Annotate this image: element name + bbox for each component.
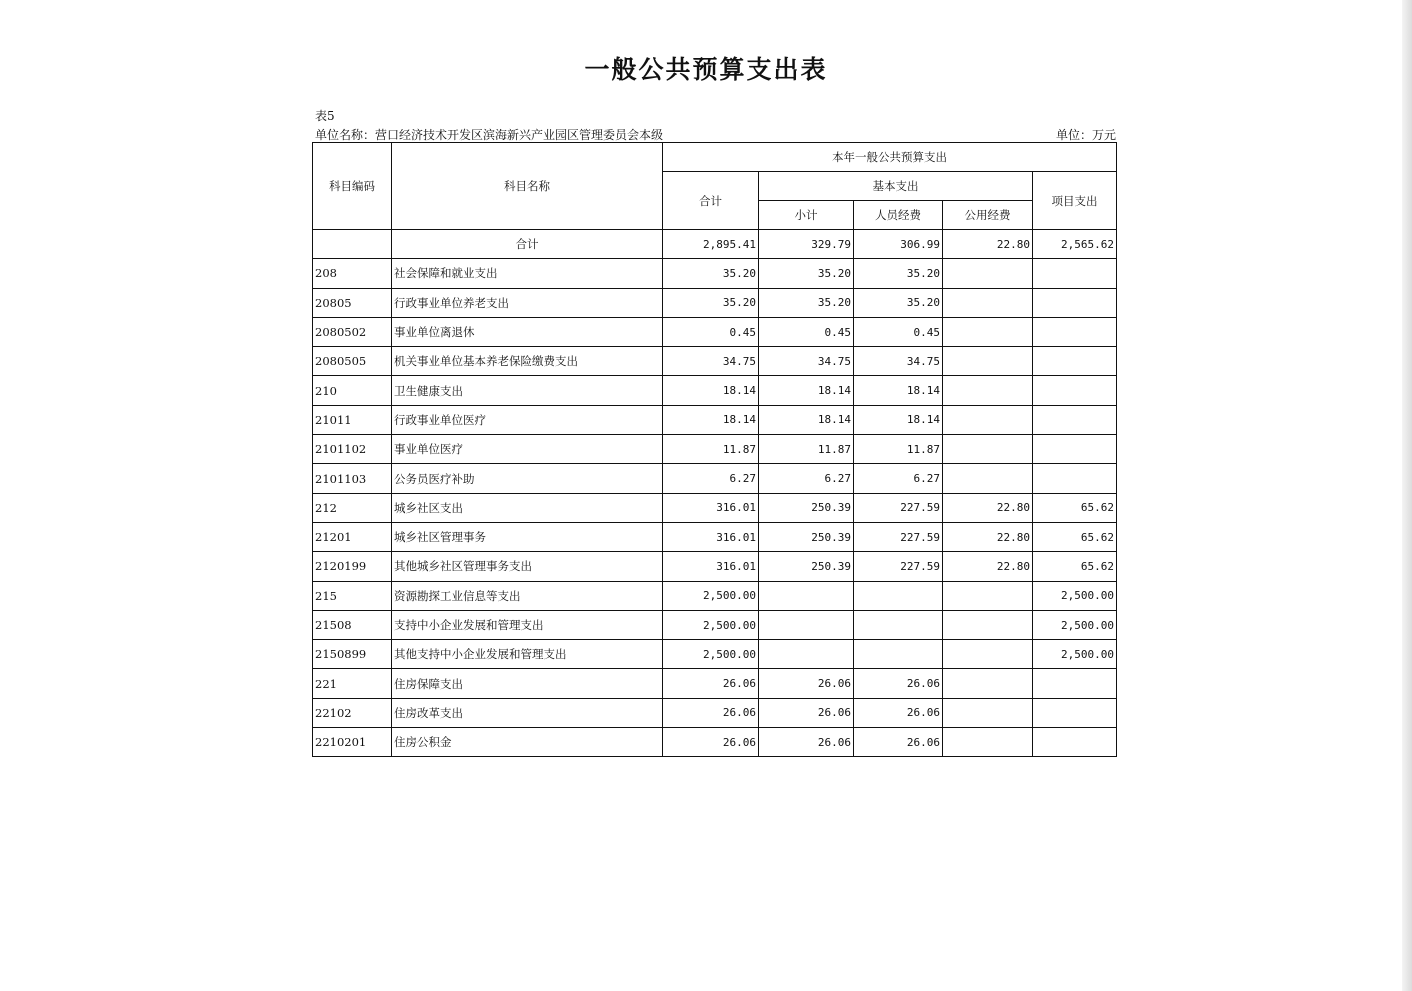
cell-subtotal: 26.06 [759,669,854,698]
cell-subtotal: 6.27 [759,464,854,493]
cell-code: 21201 [313,522,392,551]
table-row [313,288,1117,317]
cell-project [1033,698,1117,727]
cell-public [943,581,1033,610]
table-row [313,669,1117,698]
cell-code: 210 [313,376,392,405]
cell-subtotal: 250.39 [759,522,854,551]
cell-total: 35.20 [663,288,759,317]
cell-total: 2,895.41 [663,230,759,259]
header-project: 项目支出 [1033,172,1117,230]
cell-public [943,728,1033,757]
cell-code: 208 [313,259,392,288]
cell-project [1033,288,1117,317]
cell-code: 21508 [313,610,392,639]
cell-project: 2,500.00 [1033,610,1117,639]
cell-total: 316.01 [663,522,759,551]
cell-total: 18.14 [663,405,759,434]
header-personnel: 人员经费 [854,201,943,230]
table-row [313,728,1117,757]
cell-project: 2,565.62 [1033,230,1117,259]
cell-name: 合计 [392,230,663,259]
table-row [313,464,1117,493]
table-header [313,143,1117,230]
cell-project [1033,347,1117,376]
cell-total: 26.06 [663,698,759,727]
cell-total: 35.20 [663,259,759,288]
cell-personnel [854,581,943,610]
cell-subtotal: 35.20 [759,288,854,317]
cell-total: 26.06 [663,728,759,757]
cell-project [1033,464,1117,493]
cell-personnel: 306.99 [854,230,943,259]
cell-name: 城乡社区管理事务 [392,522,663,551]
header-total: 合计 [663,172,759,230]
cell-personnel: 34.75 [854,347,943,376]
cell-project [1033,435,1117,464]
cell-name: 社会保障和就业支出 [392,259,663,288]
cell-subtotal [759,640,854,669]
cell-total: 18.14 [663,376,759,405]
cell-personnel: 26.06 [854,698,943,727]
cell-public [943,317,1033,346]
cell-subtotal: 0.45 [759,317,854,346]
cell-public [943,669,1033,698]
cell-total: 11.87 [663,435,759,464]
cell-project [1033,259,1117,288]
cell-project: 2,500.00 [1033,581,1117,610]
cell-public [943,464,1033,493]
page-title: 一般公共预算支出表 [584,55,828,84]
table-row [313,552,1117,581]
cell-subtotal [759,610,854,639]
cell-total: 0.45 [663,317,759,346]
header-basic: 基本支出 [759,172,1033,201]
cell-project [1033,376,1117,405]
table-row [313,230,1117,259]
cell-personnel: 26.06 [854,669,943,698]
cell-name: 其他支持中小企业发展和管理支出 [392,640,663,669]
cell-subtotal [759,581,854,610]
cell-name: 城乡社区支出 [392,493,663,522]
cell-personnel: 35.20 [854,259,943,288]
cell-public [943,288,1033,317]
cell-name: 事业单位医疗 [392,435,663,464]
cell-name: 机关事业单位基本养老保险缴费支出 [392,347,663,376]
header-public: 公用经费 [943,201,1033,230]
cell-public: 22.80 [943,522,1033,551]
cell-project: 2,500.00 [1033,640,1117,669]
cell-personnel: 0.45 [854,317,943,346]
table-row [313,698,1117,727]
cell-personnel: 227.59 [854,522,943,551]
cell-public [943,405,1033,434]
table-row [313,493,1117,522]
cell-personnel [854,640,943,669]
cell-subtotal: 11.87 [759,435,854,464]
cell-code: 2120199 [313,552,392,581]
cell-project: 65.62 [1033,552,1117,581]
cell-personnel: 6.27 [854,464,943,493]
page-edge [1402,0,1412,991]
cell-personnel: 11.87 [854,435,943,464]
cell-public [943,640,1033,669]
cell-name: 公务员医疗补助 [392,464,663,493]
cell-project [1033,728,1117,757]
cell-project [1033,317,1117,346]
cell-personnel: 227.59 [854,552,943,581]
cell-public [943,698,1033,727]
table-row [313,405,1117,434]
cell-subtotal: 26.06 [759,728,854,757]
cell-name: 住房保障支出 [392,669,663,698]
cell-subtotal: 34.75 [759,347,854,376]
cell-code: 2080505 [313,347,392,376]
table-row [313,610,1117,639]
cell-public [943,610,1033,639]
header-subtotal: 小计 [759,201,854,230]
cell-public: 22.80 [943,493,1033,522]
cell-name: 行政事业单位医疗 [392,405,663,434]
cell-code: 2080502 [313,317,392,346]
cell-subtotal: 18.14 [759,376,854,405]
cell-name: 住房公积金 [392,728,663,757]
cell-total: 34.75 [663,347,759,376]
table-row [313,259,1117,288]
cell-project [1033,669,1117,698]
cell-code: 2101102 [313,435,392,464]
table-row [313,640,1117,669]
cell-name: 事业单位离退休 [392,317,663,346]
cell-subtotal: 18.14 [759,405,854,434]
cell-total: 2,500.00 [663,610,759,639]
table-body [313,230,1117,757]
cell-code: 215 [313,581,392,610]
cell-code [313,230,392,259]
cell-subtotal: 250.39 [759,552,854,581]
cell-name: 行政事业单位养老支出 [392,288,663,317]
cell-code: 2101103 [313,464,392,493]
cell-public: 22.80 [943,552,1033,581]
cell-project [1033,405,1117,434]
cell-code: 221 [313,669,392,698]
cell-subtotal: 250.39 [759,493,854,522]
unit-name: 单位名称：营口经济技术开发区滨海新兴产业园区管理委员会本级 [315,128,664,142]
cell-personnel: 227.59 [854,493,943,522]
cell-code: 212 [313,493,392,522]
unit-label: 单位：万元 [1055,128,1116,142]
cell-code: 21011 [313,405,392,434]
cell-subtotal: 329.79 [759,230,854,259]
table-row [313,522,1117,551]
cell-total: 6.27 [663,464,759,493]
cell-personnel [854,610,943,639]
header-code: 科目编码 [313,143,392,230]
cell-subtotal: 26.06 [759,698,854,727]
table-row [313,347,1117,376]
cell-personnel: 26.06 [854,728,943,757]
cell-total: 2,500.00 [663,581,759,610]
cell-subtotal: 35.20 [759,259,854,288]
cell-name: 卫生健康支出 [392,376,663,405]
cell-personnel: 18.14 [854,405,943,434]
cell-personnel: 18.14 [854,376,943,405]
budget-table [312,142,1117,757]
cell-public [943,259,1033,288]
cell-code: 2150899 [313,640,392,669]
cell-name: 支持中小企业发展和管理支出 [392,610,663,639]
cell-public [943,435,1033,464]
cell-total: 2,500.00 [663,640,759,669]
cell-project: 65.62 [1033,522,1117,551]
table-row [313,435,1117,464]
cell-name: 其他城乡社区管理事务支出 [392,552,663,581]
cell-name: 资源勘探工业信息等支出 [392,581,663,610]
cell-public [943,347,1033,376]
cell-personnel: 35.20 [854,288,943,317]
cell-public [943,376,1033,405]
cell-name: 住房改革支出 [392,698,663,727]
cell-public: 22.80 [943,230,1033,259]
cell-project: 65.62 [1033,493,1117,522]
cell-code: 20805 [313,288,392,317]
cell-total: 316.01 [663,493,759,522]
header-name: 科目名称 [392,143,663,230]
table-number: 表5 [315,109,335,123]
table-row [313,581,1117,610]
cell-total: 26.06 [663,669,759,698]
cell-code: 22102 [313,698,392,727]
cell-code: 2210201 [313,728,392,757]
table-row [313,317,1117,346]
table-row [313,376,1117,405]
header-group: 本年一般公共预算支出 [663,143,1117,172]
cell-total: 316.01 [663,552,759,581]
